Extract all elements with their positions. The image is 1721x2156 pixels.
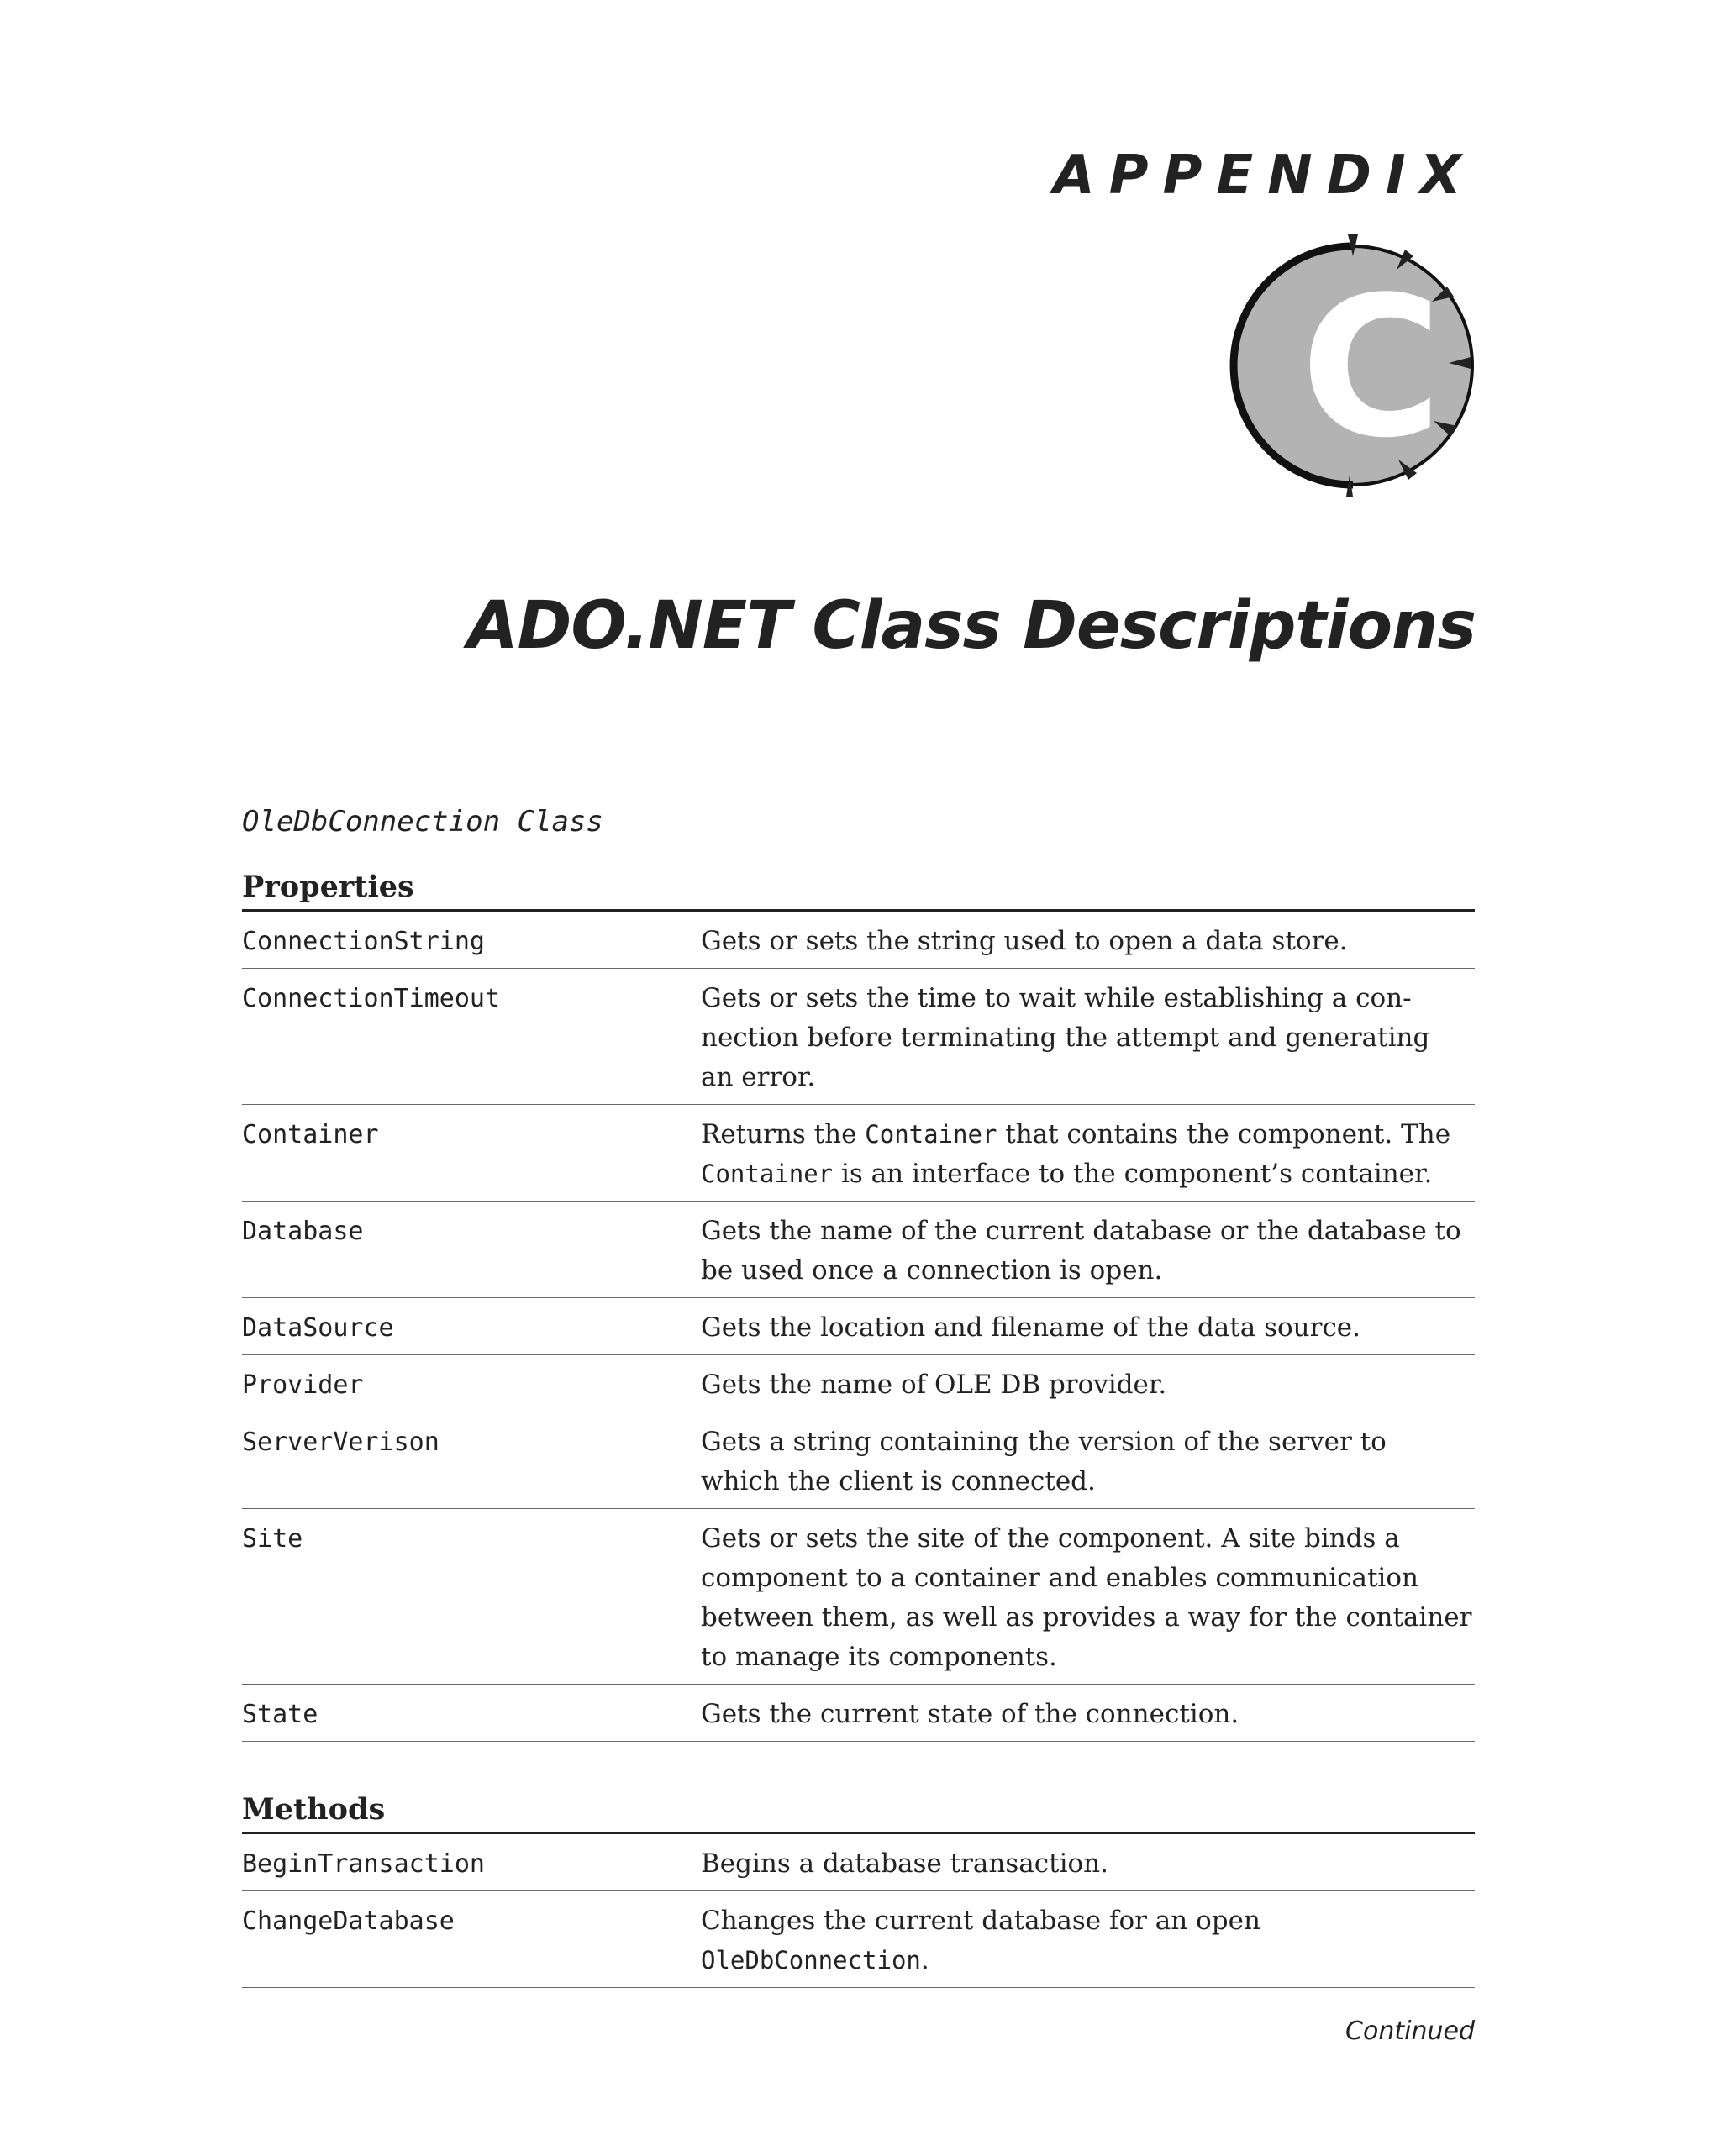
table-row: [242, 1685, 1475, 1742]
member-description: [701, 922, 1475, 961]
description-line: OleDbConnection.: [701, 1945, 929, 1975]
description-line: component to a container and enables communication: [701, 1563, 1418, 1593]
inline-code: Container: [701, 1160, 834, 1188]
table-row: [242, 1105, 1475, 1202]
table-row: [242, 1298, 1475, 1355]
member-description: [701, 1695, 1475, 1734]
description-line: Gets or sets the time to wait while establishing a con-: [701, 983, 1412, 1013]
table-row: [242, 1834, 1475, 1891]
member-name: ServerVerison: [242, 1428, 439, 1457]
member-description: [701, 979, 1475, 1097]
member-name: State: [242, 1700, 318, 1729]
member-description: [701, 1115, 1475, 1194]
appendix-letter: C: [1300, 256, 1443, 481]
member-name: Container: [242, 1120, 379, 1149]
member-name: Provider: [242, 1370, 364, 1400]
table-row: [242, 1412, 1475, 1509]
description-line: Gets or sets the site of the component. A site binds a: [701, 1523, 1400, 1554]
member-description: [701, 1519, 1475, 1677]
member-description: [701, 1365, 1475, 1405]
continued-note: Continued: [1345, 2017, 1475, 2046]
table-row: [242, 1202, 1475, 1298]
methods-section: [242, 1791, 1475, 1988]
description-line: Gets the name of the current database or the database to: [701, 1216, 1461, 1246]
member-description: [701, 1844, 1475, 1884]
member-name: BeginTransaction: [242, 1849, 485, 1879]
member-name: Site: [242, 1524, 303, 1554]
table-row: [242, 912, 1475, 969]
chapter-title: ADO.NET Class Descriptions: [467, 588, 1476, 664]
table-row: [242, 969, 1475, 1105]
class-name: OleDbConnection Class: [242, 805, 603, 839]
member-name: DataSource: [242, 1313, 394, 1343]
description-line: Container is an interface to the component’s container.: [701, 1159, 1433, 1189]
methods-heading: Methods: [242, 1791, 1475, 1834]
description-line: Gets the location and filename of the data source.: [701, 1312, 1361, 1343]
member-description: [701, 1901, 1475, 1980]
description-line: Gets the current state of the connection.: [701, 1699, 1239, 1729]
properties-table: [242, 912, 1475, 1742]
methods-table: [242, 1834, 1475, 1988]
inline-code: OleDbConnection: [701, 1946, 921, 1975]
properties-section: [242, 869, 1475, 1742]
appendix-badge-icon: [1218, 231, 1487, 500]
description-line: an error.: [701, 1062, 816, 1092]
description-line: between them, as well as provides a way for the container: [701, 1602, 1472, 1633]
description-line: Begins a database transaction.: [701, 1848, 1108, 1879]
description-line: Gets a string containing the version of the server to: [701, 1427, 1387, 1457]
member-name: ConnectionString: [242, 927, 485, 956]
member-name: ChangeDatabase: [242, 1906, 455, 1936]
member-description: [701, 1212, 1475, 1291]
appendix-label: APPENDIX: [1053, 145, 1476, 207]
properties-heading: Properties: [242, 869, 1475, 912]
table-row: [242, 1355, 1475, 1412]
description-line: nection before terminating the attempt and generating: [701, 1023, 1430, 1053]
description-line: Returns the Container that contains the component. The: [701, 1119, 1451, 1149]
member-description: [701, 1422, 1475, 1501]
description-line: to manage its components.: [701, 1642, 1057, 1672]
member-description: [701, 1308, 1475, 1348]
table-row: [242, 1509, 1475, 1685]
member-name: Database: [242, 1217, 364, 1246]
description-line: Changes the current database for an open: [701, 1906, 1260, 1936]
description-line: which the client is connected.: [701, 1466, 1096, 1496]
table-row: [242, 1891, 1475, 1988]
description-line: Gets or sets the string used to open a data store.: [701, 926, 1348, 956]
member-name: ConnectionTimeout: [242, 984, 501, 1013]
inline-code: Container: [865, 1120, 997, 1149]
description-line: Gets the name of OLE DB provider.: [701, 1370, 1167, 1400]
description-line: be used once a connection is open.: [701, 1255, 1163, 1286]
